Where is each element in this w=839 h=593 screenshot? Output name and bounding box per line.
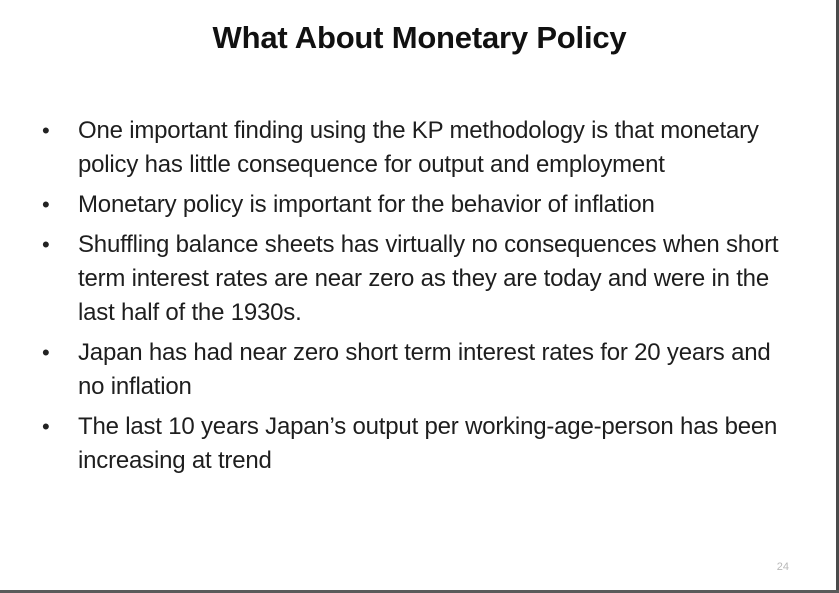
bullet-item bbox=[42, 336, 802, 404]
bullet-item bbox=[42, 114, 802, 182]
bullet-item bbox=[42, 410, 802, 478]
bullet-icon: • bbox=[42, 232, 50, 257]
bullet-text: The last 10 years Japan’s output per working-age-person has been increasing at trend bbox=[78, 413, 778, 474]
bullet-text: Japan has had near zero short term interest rates for 20 years and no inflation bbox=[78, 339, 771, 400]
bullet-text: One important finding using the KP methodology is that monetary policy has little consequence for output and employment bbox=[78, 117, 759, 178]
bullet-icon: • bbox=[42, 340, 50, 365]
bullet-list bbox=[42, 114, 802, 484]
bullet-item bbox=[42, 228, 802, 330]
bullet-icon: • bbox=[42, 118, 50, 143]
bullet-item bbox=[42, 188, 802, 222]
bullet-text: Monetary policy is important for the behavior of inflation bbox=[78, 191, 655, 218]
bullet-icon: • bbox=[42, 414, 50, 439]
bullet-icon: • bbox=[42, 192, 50, 217]
bullet-text: Shuffling balance sheets has virtually no consequences when short term interest rates are near zero as they are today and were in the last half of the 1930s. bbox=[78, 231, 779, 326]
slide-title: What About Monetary Policy bbox=[212, 20, 627, 55]
page-number: 24 bbox=[776, 561, 789, 573]
